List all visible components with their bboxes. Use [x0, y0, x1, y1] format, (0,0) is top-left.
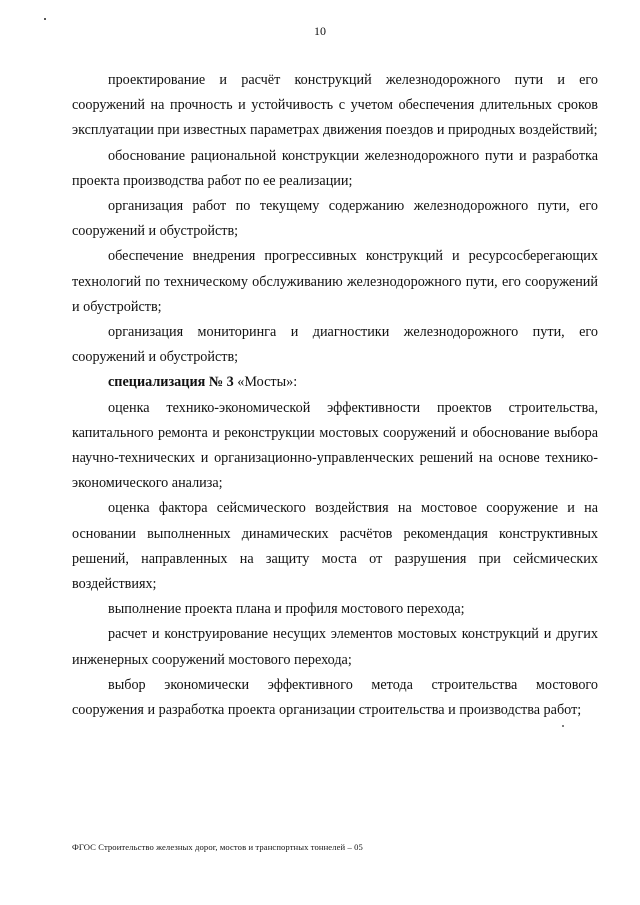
- document-footer: ФГОС Строительство железных дорог, мостов и транспортных тоннелей – 05: [72, 842, 363, 852]
- specialization-label: специализация № 3: [108, 374, 234, 391]
- paragraph: обеспечение внедрения прогрессивных конструкций и ресурсосберегающих технологий по техническому обслуживанию железнодорожного пути, его сооружений и обустройств;: [72, 248, 598, 315]
- specialization-name: «Мосты»:: [233, 374, 298, 391]
- paragraph: организация мониторинга и диагностики железнодорожного пути, его сооружений и обустройств;: [72, 324, 598, 366]
- paragraph: оценка технико-экономической эффективности проектов строительства, капитального ремонта и реконструкции мостовых сооружений и обоснование выбора научно-технических и организационно-управленческих решений на основе технико-экономического анализа;: [72, 399, 598, 492]
- document-body: [72, 68, 598, 723]
- page-number: 10: [314, 24, 326, 38]
- specialization-heading: [72, 370, 598, 395]
- paragraph: оценка фактора сейсмического воздействия на мостовое сооружение и на основании выполненных динамических расчётов рекомендация конструктивных решений, направленных на защиту моста от разрушения при сейсмических воздействиях;: [72, 500, 598, 593]
- scan-speck: [562, 725, 564, 727]
- paragraph: обоснование рациональной конструкции железнодорожного пути и разработка проекта производства работ по ее реализации;: [72, 147, 598, 189]
- paragraph: выполнение проекта плана и профиля мостового перехода;: [108, 601, 465, 618]
- scan-speck: [44, 18, 46, 20]
- paragraph: организация работ по текущему содержанию железнодорожного пути, его сооружений и обустройств;: [72, 198, 598, 240]
- paragraph: выбор экономически эффективного метода строительства мостового сооружения и разработка проекта организации строительства и производства работ;: [72, 676, 598, 719]
- paragraph: расчет и конструирование несущих элементов мостовых конструкций и других инженерных сооружений мостового перехода;: [72, 626, 598, 668]
- paragraph: проектирование и расчёт конструкций железнодорожного пути и его сооружений на прочность и устойчивость с учетом обеспечения длительных сроков эксплуатации при известных параметрах движения поездов и природных воздействий;: [72, 72, 598, 139]
